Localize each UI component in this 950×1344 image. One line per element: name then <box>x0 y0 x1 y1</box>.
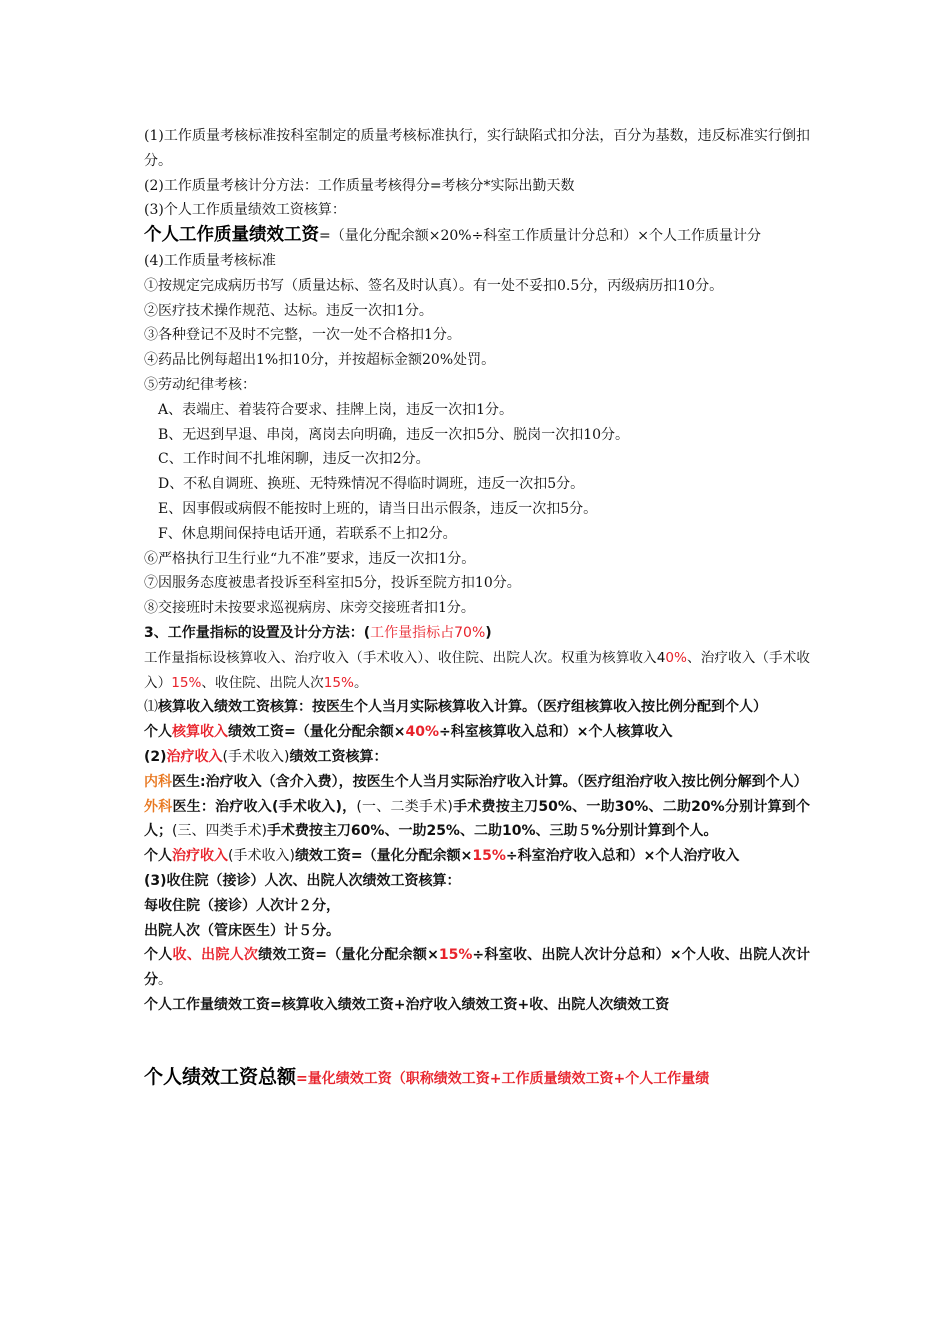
criterion-3: ③各种登记不及时不完整，一次一处不合格扣1分。 <box>144 327 461 344</box>
paragraph-quality-standard: (1)工作质量考核标准按科室制定的质量考核标准执行，实行缺陷式扣分法，百分为基数，违反标准实行倒扣分。 <box>144 128 810 169</box>
subsection-admissions: (3)收住院（接诊）人次、出院人次绩效工资核算： <box>144 872 461 889</box>
formula-accounting-income: 个人核算收入绩效工资=（量化分配余额×40%÷科室核算收入总和）×个人核算收入 <box>144 724 673 741</box>
criterion-4: ④药品比例每超出1%扣10分，并按超标金额20%处罚。 <box>144 352 496 369</box>
formula-quality-pay <box>144 223 810 249</box>
admission-score: 每收住院（接诊）人次计２分， <box>144 897 340 914</box>
spacer <box>144 1018 810 1062</box>
paragraph-quality-criteria-heading: (4)工作质量考核标准 <box>144 252 276 269</box>
discipline-b: B、无迟到早退、串岗，离岗去向明确，违反一次扣5分、脱岗一次扣10分。 <box>158 426 630 443</box>
formula-quality-pay-expression: =（量化分配余额×20%÷科室工作质量计分总和）×个人工作质量计分 <box>319 228 762 245</box>
subsection-treatment-income: (2)治疗收入(手术收入)绩效工资核算： <box>144 748 388 765</box>
paragraph-quality-pay-heading: (3)个人工作质量绩效工资核算： <box>144 202 346 219</box>
surgery-rule: 外科医生：治疗收入(手术收入)，(一、二类手术)手术费按主刀50%、一助30%、二助20%分别计算到个人；(三、四类手术)手术费按主刀60%、一助25%、二助10%、三助５%分别计算到个人。 <box>144 798 811 840</box>
criterion-8: ⑧交接班时未按要求巡视病房、床旁交接班者扣1分。 <box>144 600 475 617</box>
subsection-accounting-income: ⑴核算收入绩效工资核算：按医生个人当月实际核算收入计算。（医疗组核算收入按比例分配到个人） <box>144 699 767 716</box>
formula-admissions: 个人收、出院人次绩效工资=（量化分配余额×15%÷科室收、出院人次计分总和）×个人收、出院人次计分。 <box>144 947 811 989</box>
discipline-f: F、休息期间保持电话开通，若联系不上扣2分。 <box>158 525 457 542</box>
discharge-score: 出院人次（管床医生）计５分。 <box>144 922 340 939</box>
formula-quality-pay-title: 个人工作质量绩效工资 <box>144 225 319 246</box>
criterion-2: ②医疗技术操作规范、达标。违反一次扣1分。 <box>144 302 433 319</box>
formula-treatment-income: 个人治疗收入(手术收入)绩效工资=（量化分配余额×15%÷科室治疗收入总和）×个人治疗收入 <box>144 848 740 865</box>
criterion-7: ⑦因服务态度被患者投诉至科室扣5分，投诉至院方扣10分。 <box>144 575 521 592</box>
section-3-weights: 工作量指标设核算收入、治疗收入（手术收入）、收住院、出院人次。权重为核算收入40%、治疗收入（手术收入）15%、收住院、出院人次15%。 <box>144 649 810 691</box>
criterion-5: ⑤劳动纪律考核： <box>144 376 256 393</box>
formula-total-pay: 个人绩效工资总额=量化绩效工资（职称绩效工资+工作质量绩效工资+个人工作量绩 <box>144 1065 710 1088</box>
discipline-c: C、工作时间不扎堆闲聊，违反一次扣2分。 <box>158 451 430 468</box>
section-3-heading: 3、工作量指标的设置及计分方法：(工作量指标占70%) <box>144 624 492 641</box>
document-body <box>144 124 810 1094</box>
discipline-e: E、因事假或病假不能按时上班的，请当日出示假条，违反一次扣5分。 <box>158 500 598 517</box>
discipline-a: A、表端庄、着装符合要求、挂牌上岗，违反一次扣1分。 <box>158 401 514 418</box>
criterion-6: ⑥严格执行卫生行业“九不准”要求，违反一次扣1分。 <box>144 550 476 567</box>
formula-workload-total: 个人工作量绩效工资=核算收入绩效工资+治疗收入绩效工资+收、出院人次绩效工资 <box>144 996 670 1013</box>
paragraph-quality-scoring: (2)工作质量考核计分方法：工作质量考核得分=考核分*实际出勤天数 <box>144 177 575 194</box>
internal-medicine-rule: 内科医生:治疗收入（含介入费），按医生个人当月实际治疗收入计算。（医疗组治疗收入按比例分解到个人） <box>144 773 808 790</box>
discipline-d: D、不私自调班、换班、无特殊情况不得临时调班，违反一次扣5分。 <box>158 476 585 493</box>
criterion-1: ①按规定完成病历书写（质量达标、签名及时认真）。有一处不妥扣0.5分，丙级病历扣10分。 <box>144 277 724 294</box>
